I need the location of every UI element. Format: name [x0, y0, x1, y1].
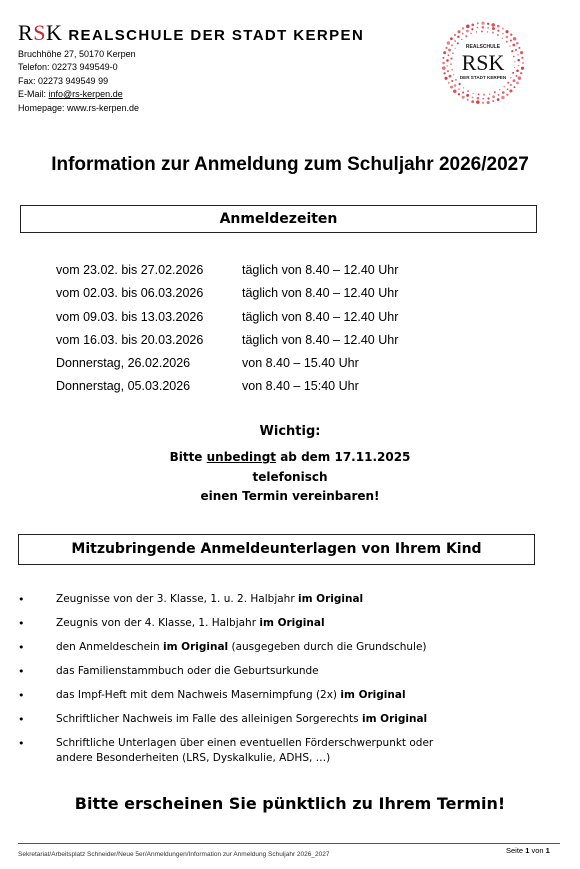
seal-dot — [443, 51, 446, 54]
page-total: 1 — [545, 846, 550, 855]
seal-dot — [476, 100, 480, 104]
page-prefix: Seite — [506, 846, 526, 855]
important-line-2: telefonisch — [252, 469, 328, 484]
registration-schedule — [56, 261, 398, 401]
important-text: Bitte — [169, 450, 207, 464]
seal-dot — [517, 59, 520, 62]
seal-dot — [520, 51, 523, 54]
seal-dot — [510, 40, 512, 42]
list-item — [18, 616, 518, 631]
schedule-date: vom 09.03. bis 13.03.2026 — [56, 309, 204, 324]
schedule-date: vom 02.03. bis 06.03.2026 — [56, 286, 204, 301]
seal-dot — [457, 35, 460, 38]
schedule-time: täglich von 8.40 – 12.40 Uhr — [242, 309, 399, 324]
seal-dot — [494, 91, 496, 93]
section-header-registration-times: Anmeldezeiten — [20, 205, 537, 233]
seal-dot — [521, 67, 524, 70]
seal-dot — [512, 72, 514, 74]
seal-dot — [471, 28, 473, 30]
page-mid: von — [529, 846, 546, 855]
seal-dot — [492, 95, 495, 98]
seal-dot — [516, 42, 519, 45]
seal-dot — [506, 94, 508, 96]
seal-dot — [459, 83, 461, 85]
seal-dot — [483, 94, 485, 96]
list-item — [18, 592, 518, 607]
seal-dot — [510, 84, 512, 86]
seal-dot — [452, 52, 454, 54]
seal-dot — [457, 42, 459, 44]
seal-dot — [466, 94, 469, 97]
seal-dot — [487, 27, 489, 29]
bullet-icon: • — [18, 641, 25, 654]
seal-dot — [487, 101, 490, 104]
seal-dot — [451, 44, 453, 46]
phone: Telefon: 02273 949549-0 — [18, 62, 118, 73]
seal-dot — [503, 86, 505, 88]
item-emphasis: im Original — [361, 713, 428, 725]
seal-dot — [492, 27, 495, 30]
item-text: Schriftliche Unterlagen über einen eventuellen Förderschwerpunkt oder — [56, 737, 434, 749]
important-notice — [0, 424, 580, 507]
seal-dot — [470, 32, 472, 34]
seal-dot — [442, 62, 445, 65]
seal-dot — [446, 59, 449, 62]
seal-dot — [516, 69, 519, 72]
seal-dot — [450, 57, 452, 59]
seal-dot — [510, 34, 512, 36]
seal-dot — [447, 70, 449, 72]
seal-dot — [455, 79, 457, 81]
page-current: 1 — [525, 846, 530, 855]
school-letterhead-title — [18, 20, 364, 46]
seal-dot — [502, 91, 505, 94]
schedule-row — [56, 377, 398, 400]
email-label: E-Mail: — [18, 89, 47, 100]
important-emphasis: unbedingt — [206, 450, 277, 464]
contact-block — [18, 48, 139, 115]
item-text-after: (ausgegeben durch die Grundschule) — [228, 641, 427, 653]
logo-letter-k: K — [45, 20, 63, 45]
seal-dot — [442, 66, 446, 70]
footer-file-path: Sekretariat/Arbeitsplatz Schneider/Neue 5er/Anmeldungen/Information zur Anmeldung Schuljahr 2026_2027 — [18, 851, 330, 858]
seal-dot — [501, 96, 505, 100]
bullet-icon: • — [18, 593, 25, 606]
seal-dot — [458, 88, 460, 90]
list-item — [18, 688, 518, 703]
schedule-date: vom 23.02. bis 27.02.2026 — [56, 263, 204, 277]
documents-list — [18, 592, 518, 775]
schedule-row — [56, 331, 398, 354]
seal-dot — [487, 31, 488, 32]
seal-dot — [513, 56, 515, 58]
seal-dot — [445, 47, 447, 49]
schedule-time: von 8.40 – 15:40 Uhr — [242, 379, 359, 394]
seal-dot — [448, 82, 450, 84]
seal-dot — [497, 30, 499, 32]
seal-dot — [513, 37, 517, 41]
schedule-row — [56, 308, 398, 331]
seal-dot — [514, 67, 515, 68]
schedule-date: Donnerstag, 05.03.2026 — [56, 379, 191, 394]
seal-dot — [507, 88, 509, 90]
list-item — [18, 736, 518, 766]
seal-dot — [492, 32, 494, 34]
seal-dot — [491, 23, 495, 27]
seal-top-text: REALSCHULE — [465, 44, 501, 50]
bullet-icon: • — [18, 617, 25, 630]
seal-dot — [511, 50, 513, 52]
seal-dot — [482, 98, 484, 100]
seal-dot — [481, 30, 483, 32]
seal-dot — [458, 93, 460, 95]
seal-dot — [451, 80, 453, 82]
logo-letter-r: R — [18, 20, 34, 45]
logo-letter-s: S — [33, 20, 46, 45]
closing-notice: Bitte erscheinen Sie pünktlich zu Ihrem Termin! — [74, 794, 506, 813]
bullet-icon: • — [18, 737, 25, 750]
item-text: Zeugnisse von der 3. Klasse, 1. u. 2. Halbjahr — [56, 593, 298, 605]
seal-dot — [472, 97, 474, 99]
seal-dot — [461, 39, 462, 40]
item-text: Zeugnis von der 4. Klasse, 1. Halbjahr — [56, 617, 260, 629]
seal-dot — [454, 84, 457, 87]
seal-dot — [513, 79, 516, 82]
seal-dot — [502, 33, 504, 35]
item-emphasis: im Original — [340, 689, 406, 701]
seal-dot — [512, 44, 515, 47]
seal-dot — [447, 41, 451, 45]
seal-dot — [502, 38, 503, 39]
seal-dot — [455, 48, 456, 49]
seal-bottom-text: DER STADT KERPEN — [459, 75, 507, 80]
seal-dot — [478, 93, 480, 95]
seal-dot — [499, 89, 500, 90]
seal-dot — [454, 34, 456, 36]
seal-dot — [444, 77, 447, 80]
seal-dot — [516, 75, 518, 77]
seal-dot — [451, 69, 453, 71]
seal-dot — [450, 37, 453, 40]
seal-dot — [522, 62, 524, 64]
seal-dot — [462, 27, 464, 29]
seal-dot — [482, 102, 484, 104]
seal-dot — [465, 35, 467, 37]
seal-dot — [520, 72, 522, 74]
school-name: REALSCHULE DER STADT KERPEN — [68, 27, 365, 44]
item-text: den Anmeldeschein — [56, 641, 163, 653]
seal-dot — [521, 57, 523, 59]
schedule-row — [56, 354, 398, 377]
seal-dot — [489, 93, 490, 94]
seal-dot — [463, 87, 464, 88]
important-text: ab dem 17.11.2025 — [276, 450, 411, 464]
seal-dot — [462, 33, 464, 35]
seal-dot — [453, 89, 457, 93]
seal-dot — [448, 54, 450, 56]
important-line-3: einen Termin vereinbaren! — [200, 489, 380, 503]
item-emphasis: im Original — [259, 617, 325, 629]
seal-dot — [454, 40, 456, 42]
schedule-time: von 8.40 – 15.40 Uhr — [242, 356, 359, 371]
seal-dot — [514, 61, 515, 62]
list-item — [18, 712, 518, 727]
seal-dot — [466, 30, 469, 33]
schedule-time: täglich von 8.40 – 12.40 Uhr — [242, 286, 399, 301]
seal-dot — [497, 25, 500, 28]
seal-dot — [462, 96, 465, 99]
seal-dot — [466, 25, 470, 29]
item-text: das Impf-Heft mit dem Nachweis Masernimpfung (2x) — [56, 689, 341, 701]
rsk-logo-text — [18, 20, 62, 45]
seal-dot — [487, 23, 489, 25]
seal-dot — [481, 22, 484, 25]
seal-dot — [476, 31, 477, 32]
seal-dot — [510, 77, 511, 78]
schedule-date: vom 16.03. bis 20.03.2026 — [56, 332, 204, 347]
schedule-date: Donnerstag, 26.02.2026 — [56, 356, 191, 371]
seal-dot — [518, 47, 520, 49]
seal-dot — [473, 93, 474, 94]
seal-dot — [471, 100, 474, 103]
seal-dot — [509, 45, 510, 46]
item-text: Schriftlicher Nachweis im Falle des alleinigen Sorgerechts — [56, 713, 362, 725]
seal-dot — [462, 91, 464, 93]
item-text: das Familienstammbuch oder die Geburtsurkunde — [56, 665, 319, 677]
list-item — [18, 640, 518, 655]
seal-dot — [515, 49, 517, 51]
footer-divider — [18, 843, 560, 844]
important-heading: Wichtig: — [259, 424, 321, 439]
bullet-icon: • — [18, 713, 25, 726]
seal-dot — [492, 100, 494, 102]
seal-dot — [482, 26, 485, 29]
fax: Fax: 02273 949549 99 — [18, 75, 109, 86]
seal-dot — [471, 23, 474, 26]
seal-dot — [502, 28, 504, 30]
schedule-row — [56, 261, 398, 284]
bullet-icon: • — [18, 665, 25, 678]
seal-dot — [453, 74, 454, 75]
address: Bruchhöhe 27, 50170 Kerpen — [18, 49, 136, 59]
seal-dot — [477, 27, 479, 29]
schedule-row — [56, 284, 398, 307]
seal-dot — [518, 76, 522, 80]
homepage: Homepage: www.rs-kerpen.de — [18, 102, 140, 113]
seal-dot — [449, 75, 452, 78]
seal-dot — [450, 63, 451, 64]
seal-middle-text: RSK — [461, 50, 505, 75]
seal-dot — [457, 30, 460, 33]
seal-dot — [517, 54, 519, 56]
seal-dot — [467, 90, 469, 92]
footer-page-number — [506, 846, 550, 855]
schedule-time: täglich von 8.40 – 12.40 Uhr — [242, 332, 399, 347]
list-item — [18, 664, 518, 679]
seal-dot — [498, 94, 500, 96]
email-line — [18, 88, 139, 101]
seal-dot — [497, 98, 500, 101]
seal-dot — [514, 86, 516, 88]
important-line-1 — [0, 448, 580, 468]
item-emphasis: im Original — [297, 593, 364, 605]
schedule-time: täglich von 8.40 – 12.40 Uhr — [242, 263, 399, 277]
seal-dot — [443, 72, 445, 74]
page-title: Information zur Anmeldung zum Schuljahr 2026/2027 — [51, 154, 529, 175]
seal-dot — [516, 82, 519, 85]
seal-dot — [506, 36, 509, 39]
seal-dot — [507, 82, 509, 84]
seal-dot — [518, 65, 520, 67]
item-emphasis: im Original — [162, 641, 229, 653]
seal-dot — [442, 57, 444, 59]
seal-dot — [505, 30, 508, 33]
seal-dot — [467, 99, 469, 101]
seal-dot — [487, 97, 489, 99]
seal-dot — [477, 97, 480, 100]
seal-dot — [447, 65, 449, 67]
seal-dot — [450, 86, 453, 89]
seal-dot — [477, 22, 479, 24]
section-header-documents: Mitzubringende Anmeldeunterlagen von Ihrem Kind — [18, 534, 535, 565]
item-text-line-2: andere Besonderheiten (LRS, Dyskalkulie, ADHS, …) — [56, 752, 331, 764]
seal-dot — [497, 34, 499, 36]
email-link[interactable]: info@rs-kerpen.de — [48, 89, 123, 100]
seal-dot — [506, 41, 508, 43]
seal-dot — [448, 49, 451, 52]
seal-dot — [509, 89, 512, 92]
school-seal-logo — [440, 20, 526, 106]
bullet-icon: • — [18, 689, 25, 702]
